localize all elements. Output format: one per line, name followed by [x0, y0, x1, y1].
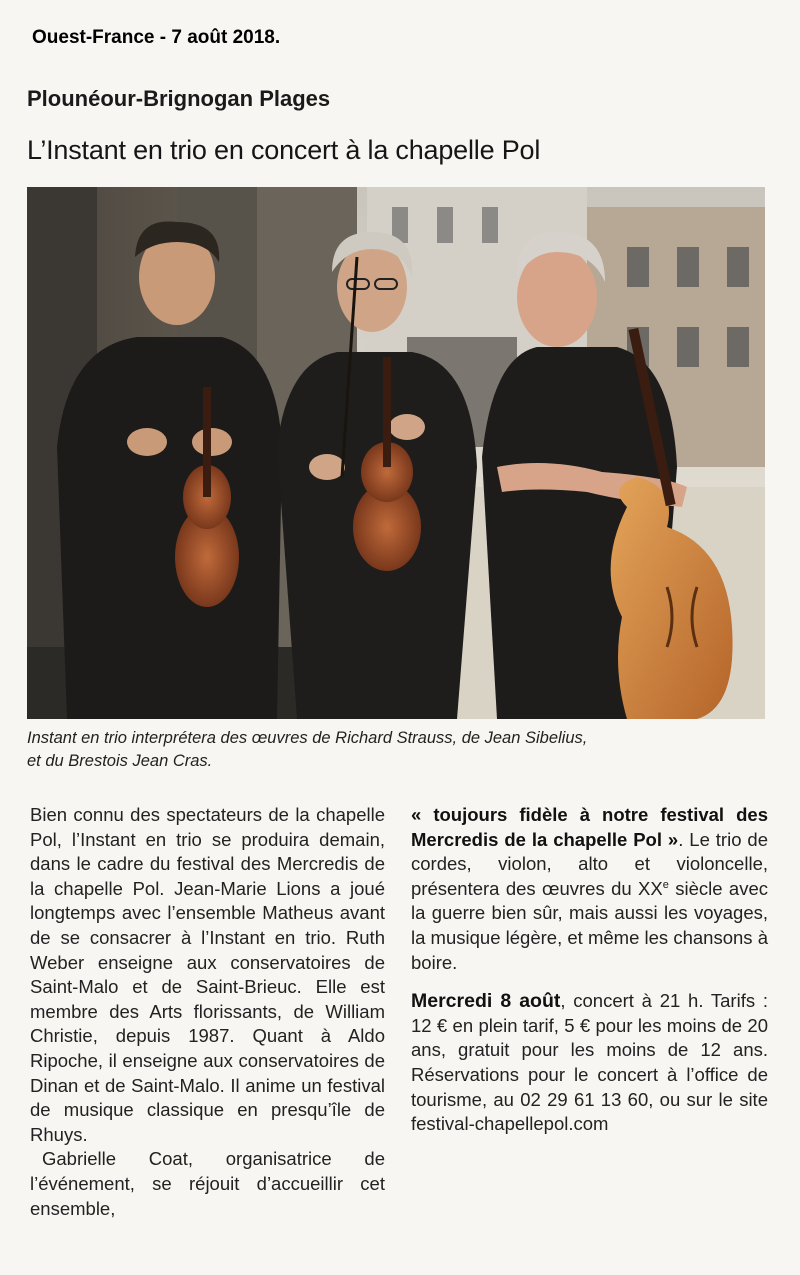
- article-column-left: [30, 803, 385, 1221]
- caption-line-1: Instant en trio interprétera des œuvres de Richard Strauss, de Jean Sibelius,: [27, 729, 588, 747]
- newspaper-source: Ouest-France - 7 août 2018.: [32, 27, 281, 48]
- paragraph-1: Bien connu des spectateurs de la chapelle Pol, l’Instant en trio se produira demain, dans le cadre du festival des Mercredis de la chapelle Pol. Jean-Marie Lions a joué longtemps avec l’ensemble Matheus avant de se consacrer à l’Instant en trio. Ruth Weber enseigne aux conservatoires de Saint-Malo et de Saint-Brieuc. Elle est membre des Arts florissants, de William Christie, depuis 1987. Quant à Aldo Ripoche, il enseigne aux conservatoires de Dinan et de Saint-Malo. Il anime un festival de musique classique en presqu’île de Rhuys.: [30, 804, 385, 1145]
- paragraph-2-text-end: siècle avec la guerre bien sûr, mais aussi les voyages, la musique légère, et même les chansons à boire.: [411, 877, 769, 973]
- century-superscript: e: [662, 878, 669, 891]
- caption-line-2: et du Brestois Jean Cras.: [27, 752, 213, 770]
- trio-photo: [27, 187, 765, 719]
- article-headline: L’Instant en trio en concert à la chapelle Pol: [27, 135, 541, 165]
- article-column-right: [411, 803, 768, 1137]
- photo-caption: [27, 727, 767, 773]
- organizer-quote: « toujours fidèle à notre festival des Mercredis de la chapelle Pol »: [411, 804, 768, 850]
- paragraph-2-continued: [411, 803, 768, 975]
- paragraph-3: [411, 989, 768, 1137]
- paragraph-2-start: [30, 1147, 385, 1221]
- concert-date: Mercredi 8 août: [411, 990, 561, 1013]
- location-kicker: Plounéour-Brignogan Plages: [27, 86, 331, 111]
- paragraph-2-text-mid: . Le trio de cordes, violon, alto et violoncelle, présentera des œuvres du XX: [411, 828, 768, 899]
- paragraph-2-text-start: Gabrielle Coat, organisatrice de l’événement, se réjouit d’accueillir cet ensemble,: [30, 1148, 385, 1219]
- concert-details: , concert à 21 h. Tarifs : 12 € en plein tarif, 5 € pour les moins de 20 ans, gratuit pour les moins de 12 ans. Réservations pour le concert à l’office de tourisme, au 02 29 61 13 60, ou sur le site festival-chapellepol.com: [411, 990, 768, 1135]
